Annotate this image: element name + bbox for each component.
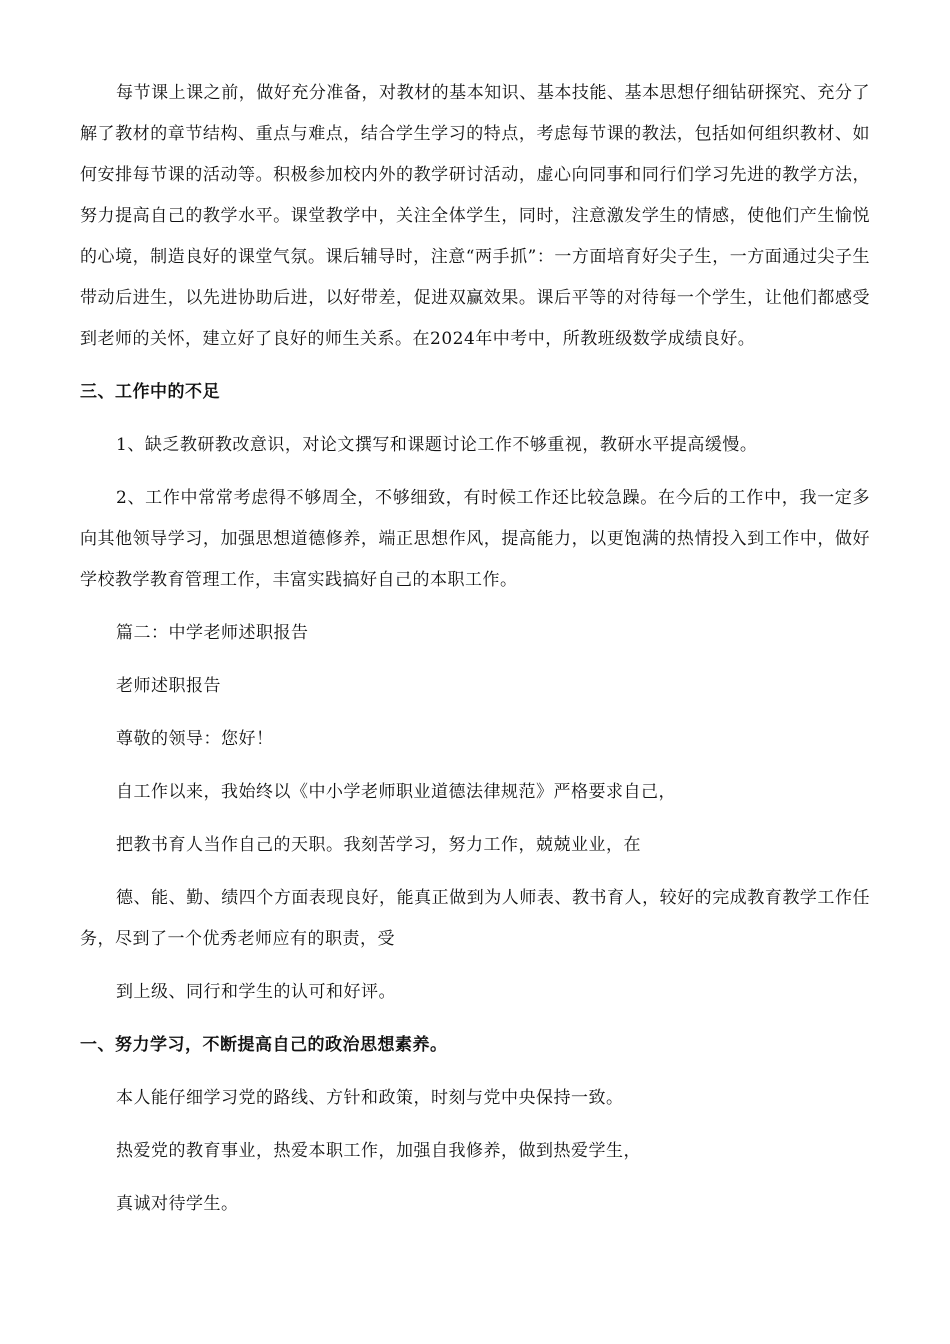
sentence-3: 德、能、勤、绩四个方面表现良好，能真正做到为人师表、教书育人，较好的完成教育教学工作任务，尽到了一个优秀老师应有的职责，受 <box>80 888 870 949</box>
list-item-1: 1、缺乏教研教改意识，对论文撰写和课题讨论工作不够重视，教研水平提高缓慢。 <box>116 435 758 455</box>
heading-shortcomings: 三、工作中的不足 <box>80 382 220 402</box>
document-page <box>80 73 870 1225</box>
heading-study: 一、努力学习，不断提高自己的政治思想素养。 <box>80 1035 448 1055</box>
report-title: 老师述职报告 <box>116 676 221 696</box>
sentence-6: 热爱党的教育事业，热爱本职工作，加强自我修养，做到热爱学生， <box>116 1141 641 1161</box>
sentence-4: 到上级、同行和学生的认可和好评。 <box>116 982 396 1002</box>
part-two-title: 篇二：中学老师述职报告 <box>116 623 309 643</box>
sentence-2: 把教书育人当作自己的天职。我刻苦学习，努力工作，兢兢业业，在 <box>116 835 641 855</box>
list-item-2: 2、工作中常常考虑得不够周全，不够细致，有时候工作还比较急躁。在今后的工作中，我一定多向其他领导学习，加强思想道德修养，端正思想作风，提高能力，以更饱满的热情投入到工作中，做好学校教学教育管理工作，丰富实践搞好自己的本职工作。 <box>80 488 870 590</box>
paragraph-teaching: 每节课上课之前，做好充分准备，对教材的基本知识、基本技能、基本思想仔细钻研探究、充分了解了教材的章节结构、重点与难点，结合学生学习的特点，考虑每节课的教法，包括如何组织教材、如何安排每节课的活动等。积极参加校内外的教学研讨活动，虚心向同事和同行们学习先进的教学方法，努力提高自己的教学水平。课堂教学中，关注全体学生，同时，注意激发学生的情感，使他们产生愉悦的心境，制造良好的课堂气氛。课后辅导时，注意“两手抓”：一方面培育好尖子生，一方面通过尖子生带动后进生，以先进协助后进，以好带差，促进双赢效果。课后平等的对待每一个学生，让他们都感受到老师的关怀，建立好了良好的师生关系。在2024年中考中，所教班级数学成绩良好。 <box>80 83 870 349</box>
greeting: 尊敬的领导：您好！ <box>116 729 274 749</box>
sentence-7: 真诚对待学生。 <box>116 1194 239 1214</box>
sentence-5: 本人能仔细学习党的路线、方针和政策，时刻与党中央保持一致。 <box>116 1088 624 1108</box>
sentence-1: 自工作以来，我始终以《中小学老师职业道德法律规范》严格要求自己， <box>116 782 676 802</box>
